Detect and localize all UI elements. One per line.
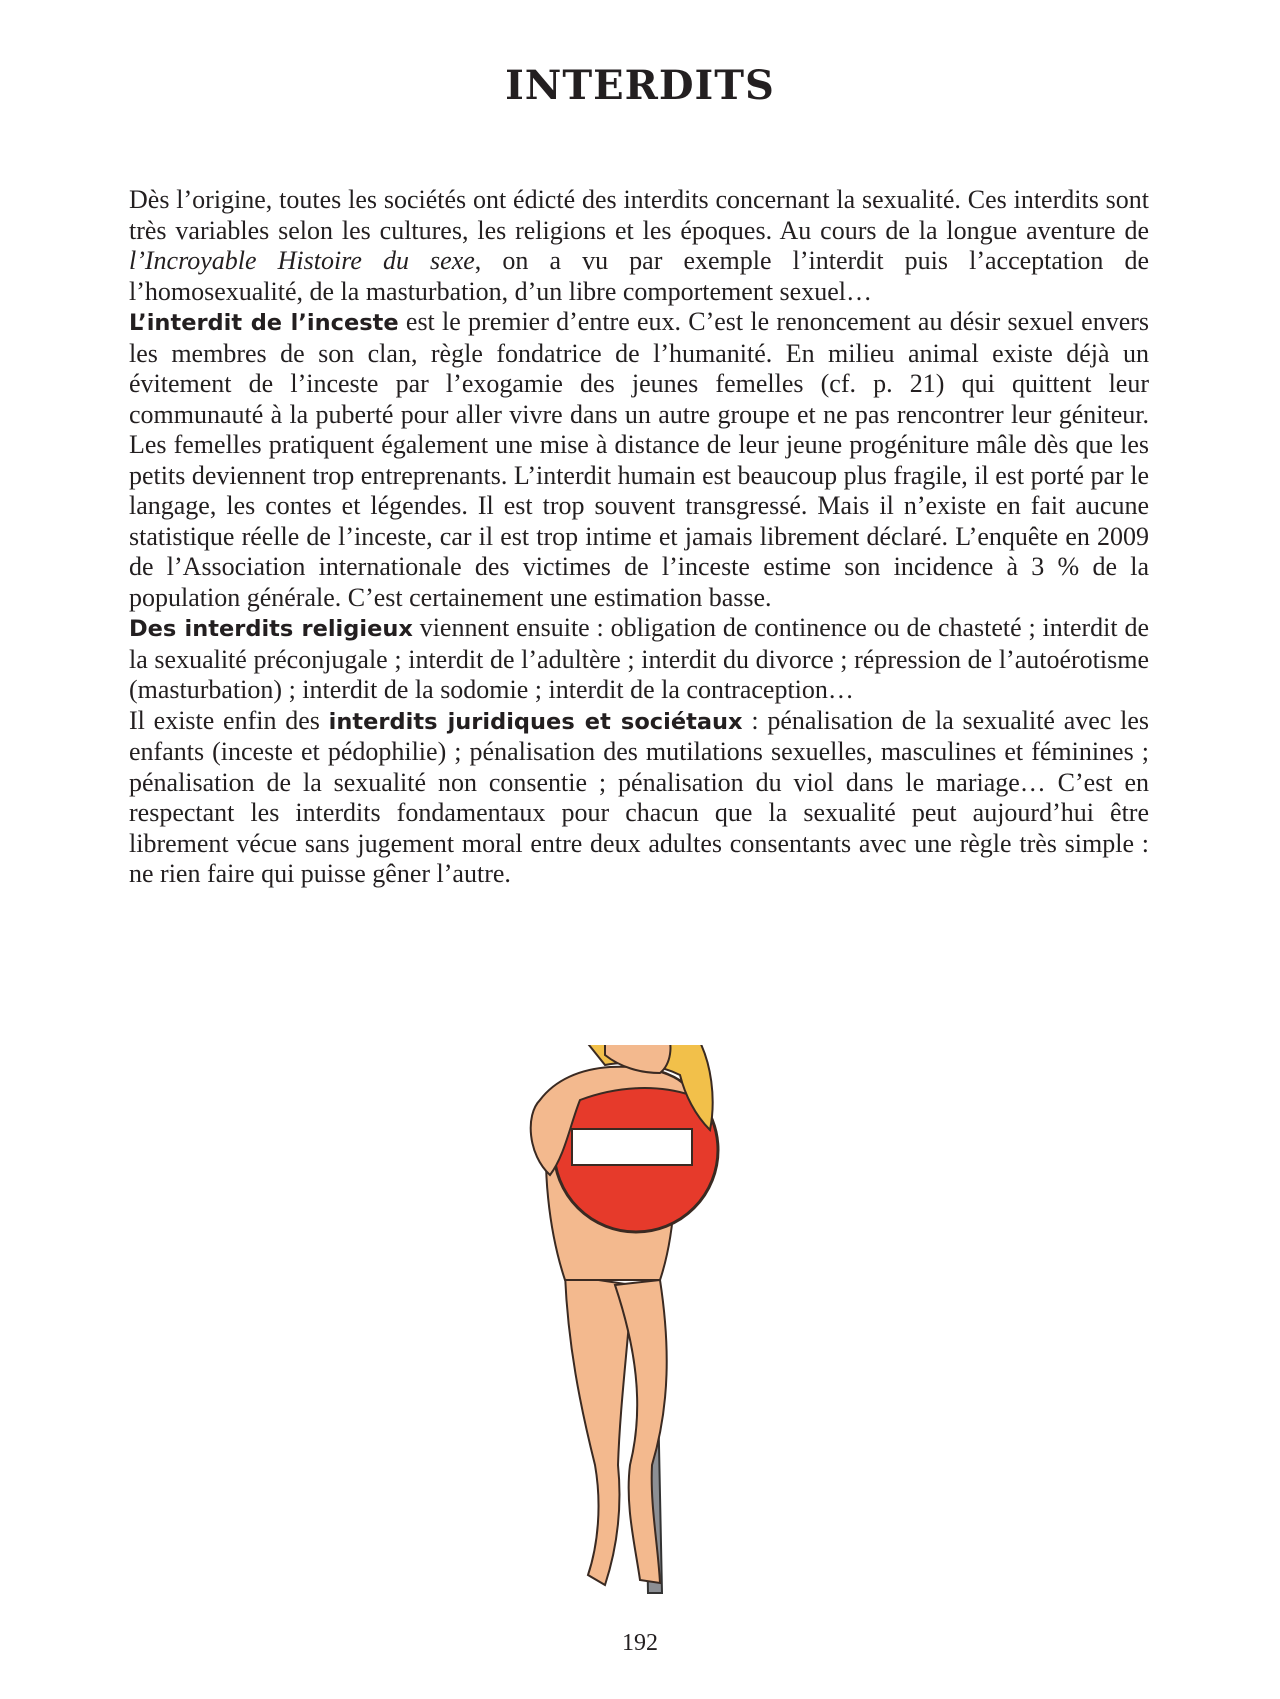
paragraph-intro: Dès l’origine, toutes les sociétés ont édicté des interdits concernant la sexualité. Ces interdits sont très variables selon les cultures, les religions et les époques. Au cours de la longue aventure de l’Incroyable Histoire du sexe, on a vu par exemple l’interdit puis l’acceptation de l’homosexualité, de la masturbation, d’un libre comportement sexuel…: [129, 185, 1149, 306]
heading-inceste: L’interdit de l’inceste: [129, 310, 399, 336]
paragraph-religieux: Des interdits religieux viennent ensuite : obligation de continence ou de chasteté ; interdit de la sexualité préconjugale ; interdit de l’adultère ; interdit du divorce ; répression de l’autoérotisme (masturbation) ; interdit de la sodomie ; interdit de la contraception…: [129, 613, 1149, 704]
body-text: [129, 185, 1149, 890]
paragraph-juridiques: Il existe enfin des interdits juridiques et sociétaux : pénalisation de la sexualité avec les enfants (inceste et pédophilie) ; pénalisation des mutilations sexuelles, masculines et féminines ; pénalisation de la sexualité non consentie ; pénalisation du viol dans le mariage… C’est en respectant les interdits fondamentaux pour chacun que la sexualité peut aujourd’hui être librement vécue sans jugement moral entre deux adultes consentants avec une règle très simple : ne rien faire qui puisse gêner l’autre.: [129, 705, 1149, 888]
page-title: INTERDITS: [505, 62, 775, 109]
page-number: 192: [622, 1630, 658, 1656]
heading-juridiques: interdits juridiques et sociétaux: [328, 708, 743, 735]
legs: [565, 1275, 667, 1585]
heading-religieux: Des interdits religieux: [129, 616, 413, 642]
book-title: l’Incroyable Histoire du sexe: [129, 246, 475, 275]
illustration-woman-no-entry-sign: [510, 1045, 770, 1595]
paragraph-inceste: L’interdit de l’inceste est le premier d’entre eux. C’est le renoncement au désir sexuel envers les membres de son clan, règle fondatrice de l’humanité. En milieu animal existe déjà un évitement de l’inceste par l’exogamie des jeunes femelles (cf. p. 21) qui quittent leur communauté à la puberté pour aller vivre dans un autre groupe et ne pas rencontrer leur géniteur. Les femelles pratiquent également une mise à distance de leur jeune progéniture mâle dès que les petits deviennent trop entreprenants. L’interdit humain est beaucoup plus fragile, il est porté par le langage, les contes et légendes. Il est trop souvent transgressé. Mais il n’existe en fait aucune statistique réelle de l’inceste, car il est trop intime et jamais librement déclaré. L’enquête en 2009 de l’Association internationale des victimes de l’inceste estime son incidence à 3 % de la population générale. C’est certainement une estimation basse.: [129, 307, 1150, 612]
